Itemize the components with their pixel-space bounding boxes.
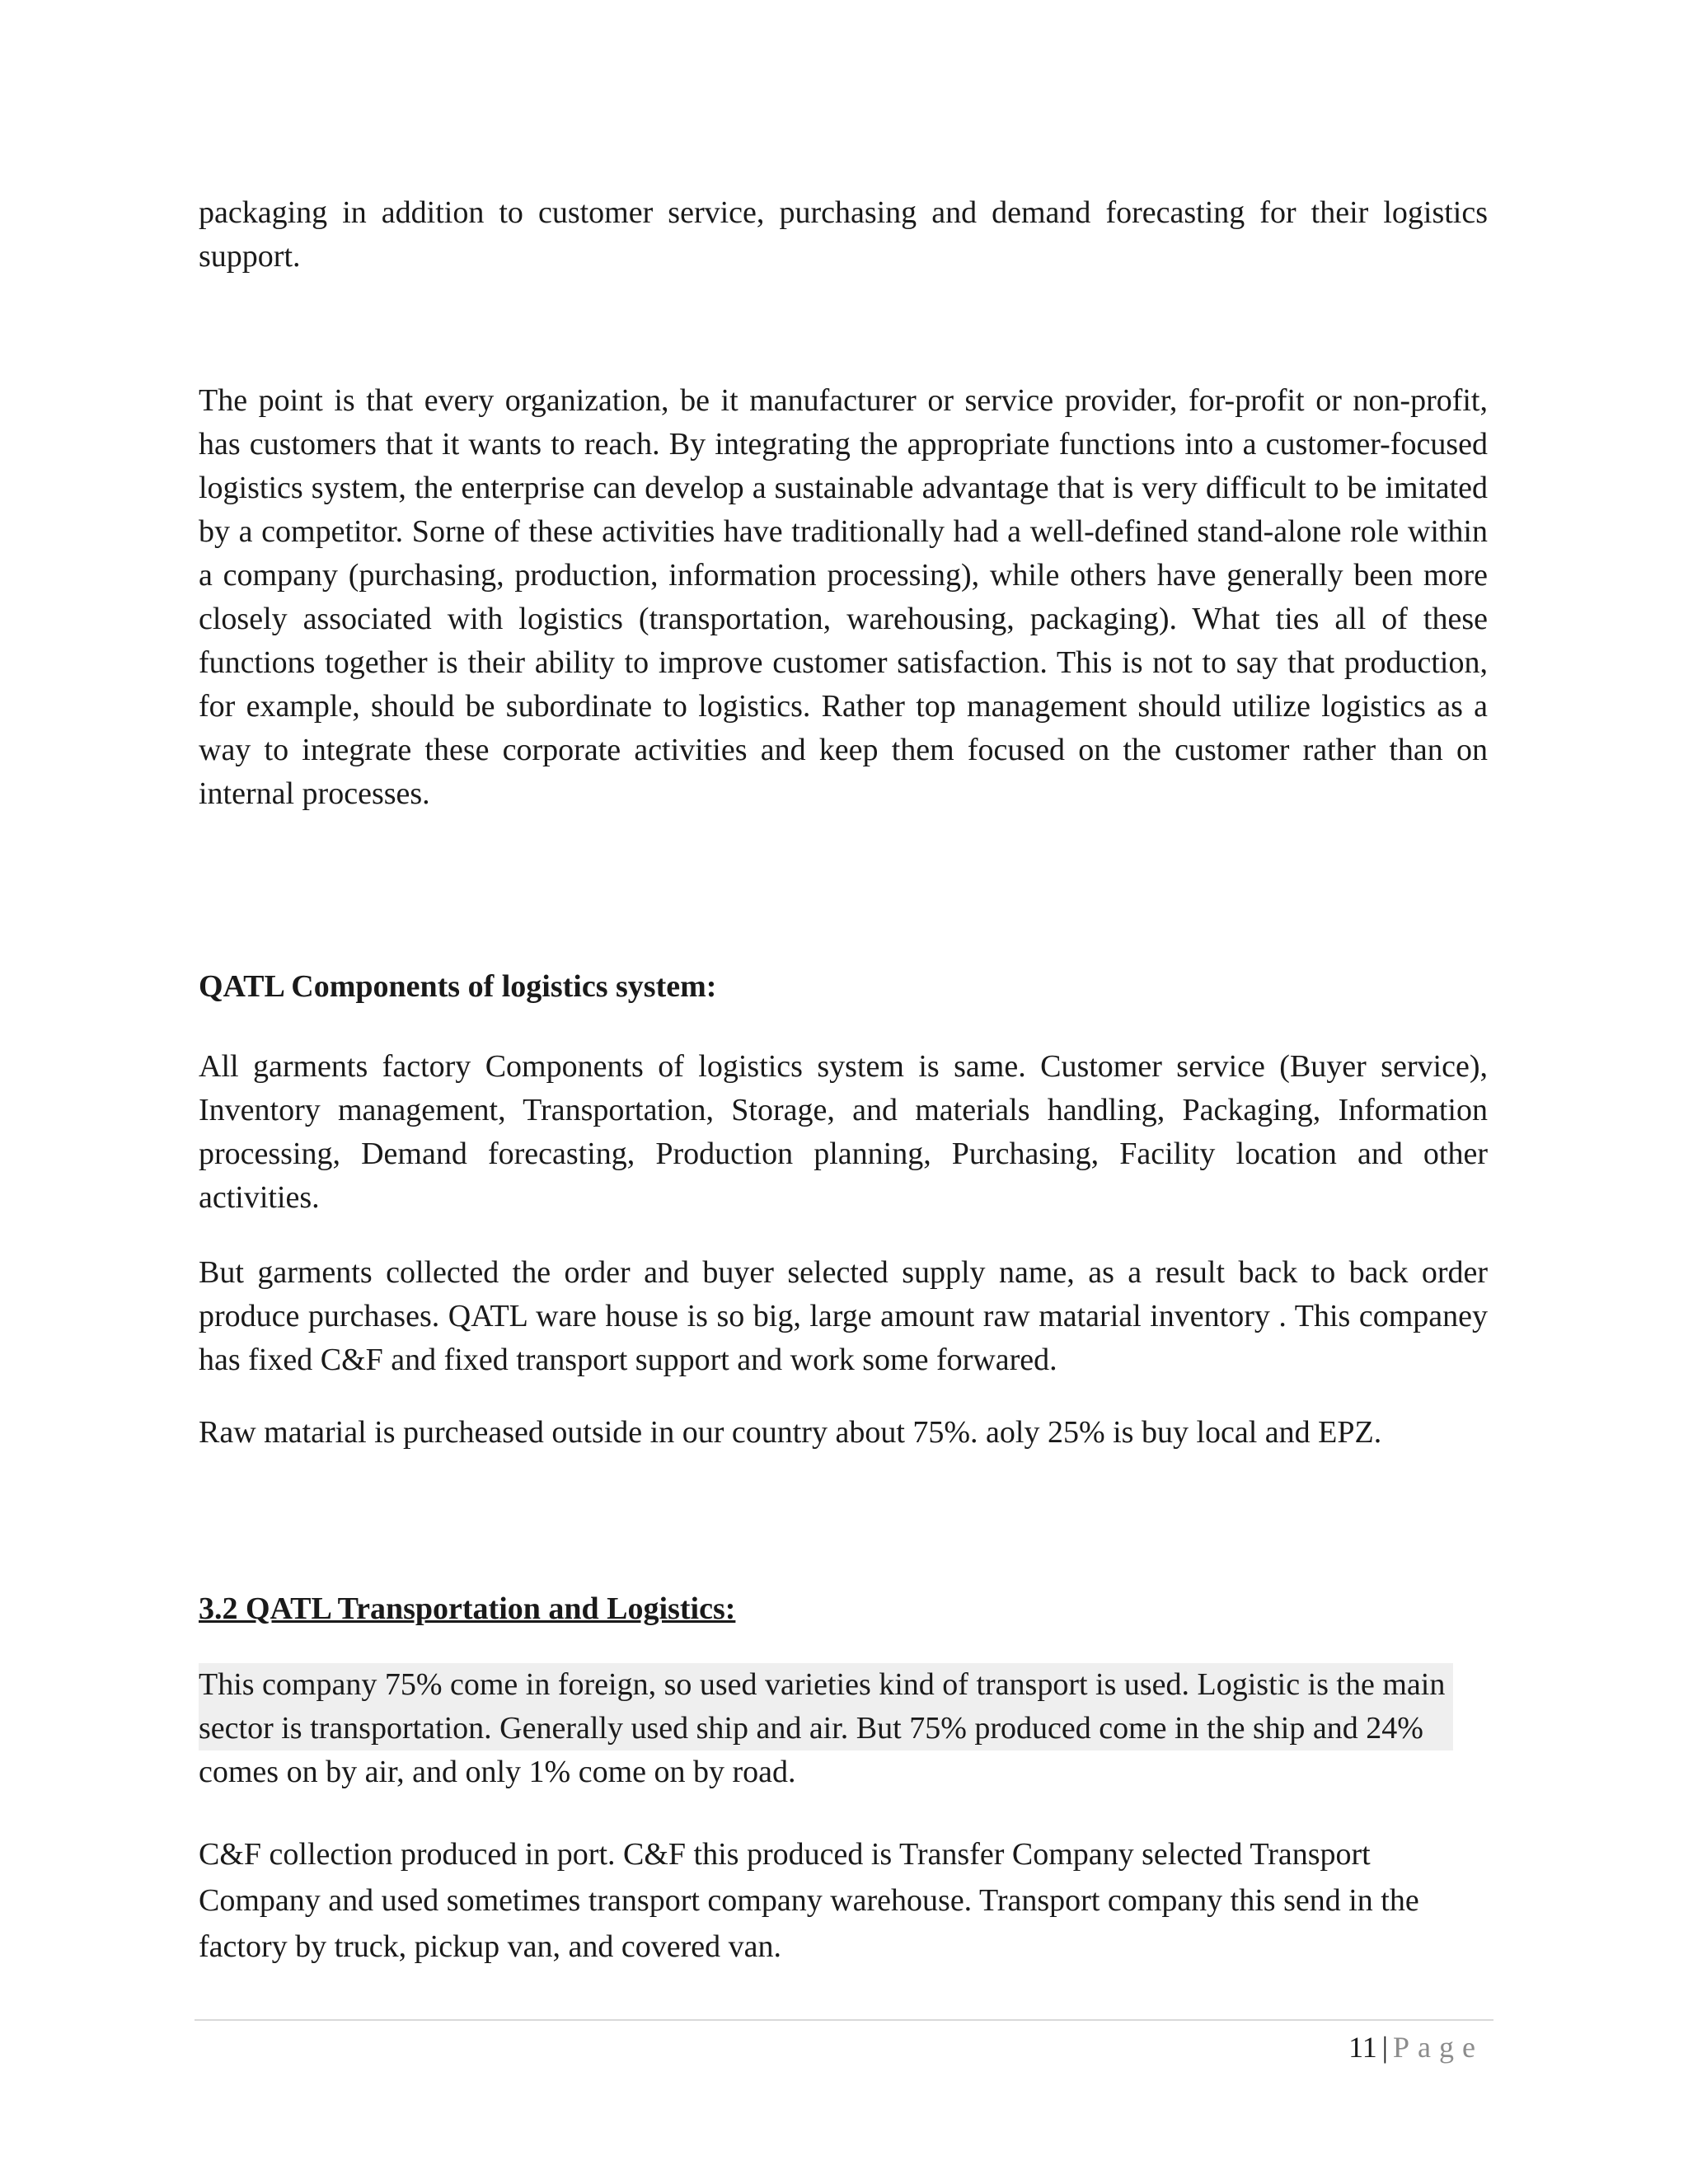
page-number: 11: [1348, 2031, 1377, 2064]
paragraph-packaging-support: packaging in addition to customer service, purchasing and demand forecasting for their logistics support.: [199, 195, 1488, 274]
heading-transportation-and-logistics: 3.2 QATL Transportation and Logistics:: [199, 1591, 736, 1626]
paragraph-customer-focused-logistics: The point is that every organization, be it manufacturer or service provider, for-profit or non-profit, has customers that it wants to reach. By integrating the appropriate functions into a customer-focused logistics system, the enterprise can develop a sustainable advantage that is very difficult to be imitated by a competitor. Sorne of these activities have traditionally had a well-defined stand-alone role within a company (purchasing, production, information processing), while others have generally been more closely associated with logistics (transportation, warehousing, packaging). What ties all of these functions together is their ability to improve customer satisfaction. This is not to say that production, for example, should be subordinate to logistics. Rather top management should utilize logistics as a way to integrate these corporate activities and keep them focused on the customer rather than on internal processes.: [199, 383, 1488, 811]
footer-separator: |: [1381, 2031, 1389, 2064]
paragraph-garments-purchases: But garments collected the order and buyer selected supply name, as a result back to back order produce purchases. QATL ware house is so big, large amount raw matarial inventory . This companey has fixed C&F and fixed transport support and work some forwared.: [199, 1255, 1488, 1377]
paragraph-raw-material-sourcing: Raw matarial is purcheased outside in our country about 75%. aoly 25% is buy local and EPZ.: [199, 1415, 1382, 1450]
paragraph-components-list: All garments factory Components of logistics system is same. Customer service (Buyer service), Inventory management, Transportation, Storage, and materials handling, Packaging, Information processing, Demand forecasting, Production planning, Purchasing, Facility location and other activities.: [199, 1049, 1488, 1215]
paragraph-cf-collection: C&F collection produced in port. C&F this produced is Transfer Company selected Transport Company and used sometimes transport company warehouse. Transport company this send in the factory by truck, pickup van, and covered van.: [199, 1837, 1419, 1964]
footer-divider: [195, 2019, 1493, 2021]
page-footer: [1348, 2029, 1484, 2065]
paragraph-transport-modes: This company 75% come in foreign, so used varieties kind of transport is used. Logistic is the main sector is transportation. Generally used ship and air. But 75% produced come in the ship and 24% comes on by air, and only 1% come on by road.: [199, 1663, 1453, 1794]
page-label: Page: [1393, 2031, 1484, 2064]
heading-components-of-logistics: QATL Components of logistics system:: [199, 969, 717, 1004]
